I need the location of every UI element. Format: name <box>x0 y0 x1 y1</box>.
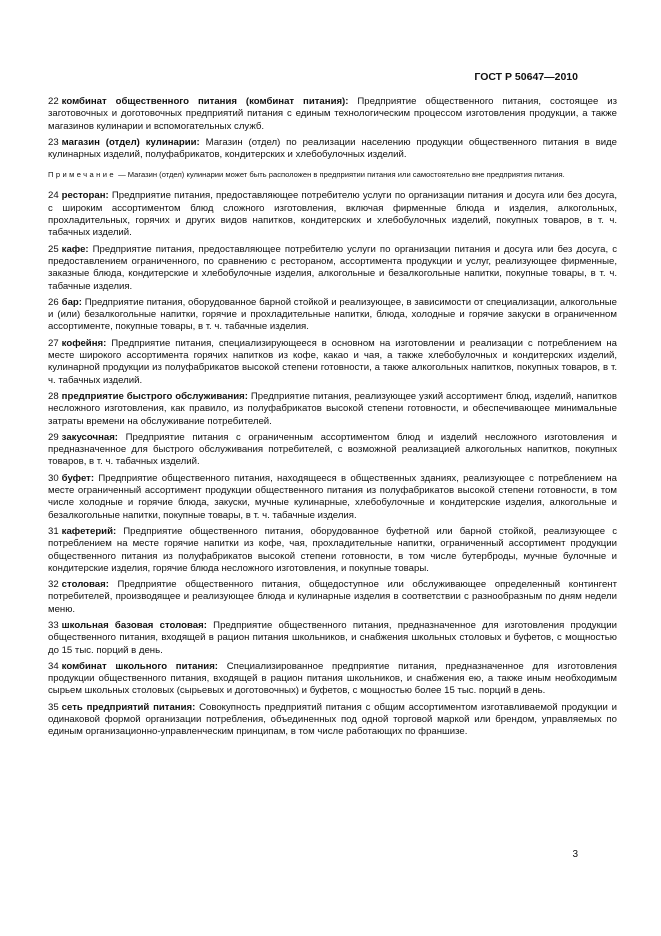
entries-group-a <box>48 96 617 161</box>
term-definition: Предприятие питания, реализующее узкий ассортимент блюд, изделий, напитков несложного изготовления, как правило, из полуфабрикатов высокой степени готовности, и обеспечивающее минимальные затраты времени на обслуживание потребителей. <box>48 390 617 427</box>
term-number: 26 <box>48 296 59 308</box>
term-name: буфет: <box>61 472 95 484</box>
term-number: 25 <box>48 243 59 255</box>
term-definition: Предприятие питания, предоставляющее потребителю услуги по организации питания и досуга или без досуга, с широким ассортиментом блюд сложного изготовления, включая фирменные блюда и изделия, алкогольных, прохладительных, горячих и других видов напитков, кондитерских и хлебобулочных изделий, покупных товаров, в т. ч. табачных изделий. <box>48 190 617 239</box>
term-entry <box>48 473 617 522</box>
term-definition: Предприятие общественного питания, состоящее из заготовочных и доготовочных предприятий питания с единым технологическим процессом изготовления продукции, а также магазинов кулинарии и вспомогательных служб. <box>48 96 617 132</box>
term-definition: Предприятие общественного питания, предназначенное для изготовления продукции общественного питания, входящей в рацион питания школьников, и снабжения школьных столовых и буфетов, с мощностью до 15 тыс. порций в день. <box>48 619 618 656</box>
term-number: 24 <box>48 190 59 202</box>
document-body <box>48 96 617 743</box>
term-number: 28 <box>48 390 59 402</box>
term-number: 29 <box>48 431 59 443</box>
term-number: 22 <box>48 96 59 107</box>
term-definition: Предприятие питания, предоставляющее потребителю услуги по организации питания и досуга или без досуга, с предоставлением ограниченного, по сравнению с рестораном, ассортимента продукции и услуг, реализующее фирменные, заказные блюда, кондитерские и хлебобулочные изделия, алкогольные и безалкогольные напитки, покупные товары, в т. ч. табачные изделия. <box>48 243 617 292</box>
term-name: бар: <box>61 296 82 308</box>
term-definition: Предприятие питания, оборудованное барной стойкой и реализующее, в зависимости от специализации, алкогольные и (или) безалкогольные напитки, горячие и прохладительные напитки, блюда, холодные и горячие закуски в ограниченном ассортименте, покупные товары, в т. ч. табачные изделия. <box>48 296 617 333</box>
note-text: — Магазин (отдел) кулинарии может быть расположен в предприятии питания или самостоятельно вне предприятия питания. <box>115 170 565 180</box>
note <box>48 169 617 180</box>
term-number: 35 <box>48 701 59 713</box>
term-number: 30 <box>48 472 59 484</box>
term-name: комбинат школьного питания: <box>61 660 218 672</box>
term-name: магазин (отдел) кулинарии: <box>61 136 200 148</box>
term-name: школьная базовая столовая: <box>61 619 207 631</box>
term-definition: Магазин (отдел) по реализации населению продукции общественного питания в виде кулинарных изделий, полуфабрикатов, кондитерских и хлебобулочных изделий. <box>48 136 617 161</box>
entries-group-b <box>48 190 617 738</box>
term-name: столовая: <box>61 579 109 591</box>
term-definition: Предприятие питания с ограниченным ассортиментом блюд и изделий несложного изготовления и предназначенное для быстрого обслуживания потребителей, с возможной реализацией алкогольных напитков, покупных товаров, в т. ч. табачных изделий. <box>48 431 617 468</box>
term-name: закусочная: <box>61 431 118 443</box>
note-label: Примечание <box>48 170 116 180</box>
term-definition: Специализированное предприятие питания, предназначенное для изготовления продукции общественного питания, входящей в рацион питания школьников, и снабжения ею, а также иным необходимым сырьем школьных столовых (сырьевых и доготовочных) и буфетов, с мощностью более 15 тыс. порций в день. <box>48 660 617 697</box>
term-number: 34 <box>48 660 59 672</box>
term-name: предприятие быстрого обслуживания: <box>61 390 248 402</box>
term-definition: Предприятие общественного питания, общедоступное или обслуживающее определенный контингент потребителей, производящее и реализующее блюда и кулинарные изделия в соответствии с разнообразным по дням недели меню. <box>48 579 617 615</box>
term-number: 32 <box>48 579 59 591</box>
term-entry <box>48 661 617 698</box>
term-entry <box>48 190 617 239</box>
term-name: кафе: <box>61 243 89 255</box>
term-name: сеть предприятий питания: <box>61 701 196 713</box>
term-entry <box>48 297 617 334</box>
term-entry <box>48 244 617 293</box>
term-entry <box>48 702 617 739</box>
term-entry <box>48 96 617 133</box>
term-name: ресторан: <box>61 190 109 202</box>
term-number: 27 <box>48 337 59 349</box>
term-entry <box>48 137 617 162</box>
document-header-id: ГОСТ Р 50647—2010 <box>474 71 578 83</box>
term-number: 31 <box>48 525 59 537</box>
page-number: 3 <box>572 849 578 860</box>
term-definition: Предприятие общественного питания, находящееся в общественных зданиях, реализующее с потреблением на месте ограниченный ассортимент продукции общественного питания из полуфабрикатов высокой степени готовности, в том числе холодные и горячие блюда, закуски, мучные кулинарные, хлебобулочные и кондитерские изделия, алкогольные и безалкогольные напитки, покупные товары, в т. ч. табачные изделия. <box>48 472 617 521</box>
term-definition: Предприятие общественного питания, оборудованное буфетной или барной стойкой, реализующее с потреблением на месте горячие напитки из кофе, чая, прохладительные напитки, ограниченный ассортимент продукции общественного питания из полуфабрикатов высокой степени готовности, в том числе бутерброды, мучные булочные и кондитерские изделия, горячие блюда несложного изготовления, и покупные товары. <box>48 525 617 574</box>
term-name: кафетерий: <box>61 525 117 537</box>
term-number: 33 <box>48 619 59 631</box>
term-number: 23 <box>48 136 59 148</box>
term-entry <box>48 579 617 616</box>
term-entry <box>48 620 617 657</box>
term-entry <box>48 432 617 469</box>
term-definition: Совокупность предприятий питания с общим ассортиментом изготавливаемой продукции и одинаковой формой организации потребления, объединенных под одной торговой маркой или брендом, управляемых по единым организационно-управленческим принципам, в том числе работающих по франшизе. <box>48 701 617 738</box>
term-entry <box>48 391 617 428</box>
term-definition: Предприятие питания, специализирующееся в основном на изготовлении и реализации с потреблением на месте широкого ассортимента горячих напитков из кофе, какао и чая, а также хлебобулочных и кондитерских изделий, кулинарной продукции из полуфабрикатов высокой степени готовности, а также алкогольных напитков, покупных товаров, в т. ч. табачных изделий. <box>48 337 617 386</box>
term-entry <box>48 338 617 387</box>
term-entry <box>48 526 617 575</box>
term-name: кофейня: <box>61 337 107 349</box>
term-name: комбинат общественного питания (комбинат питания): <box>61 96 349 107</box>
